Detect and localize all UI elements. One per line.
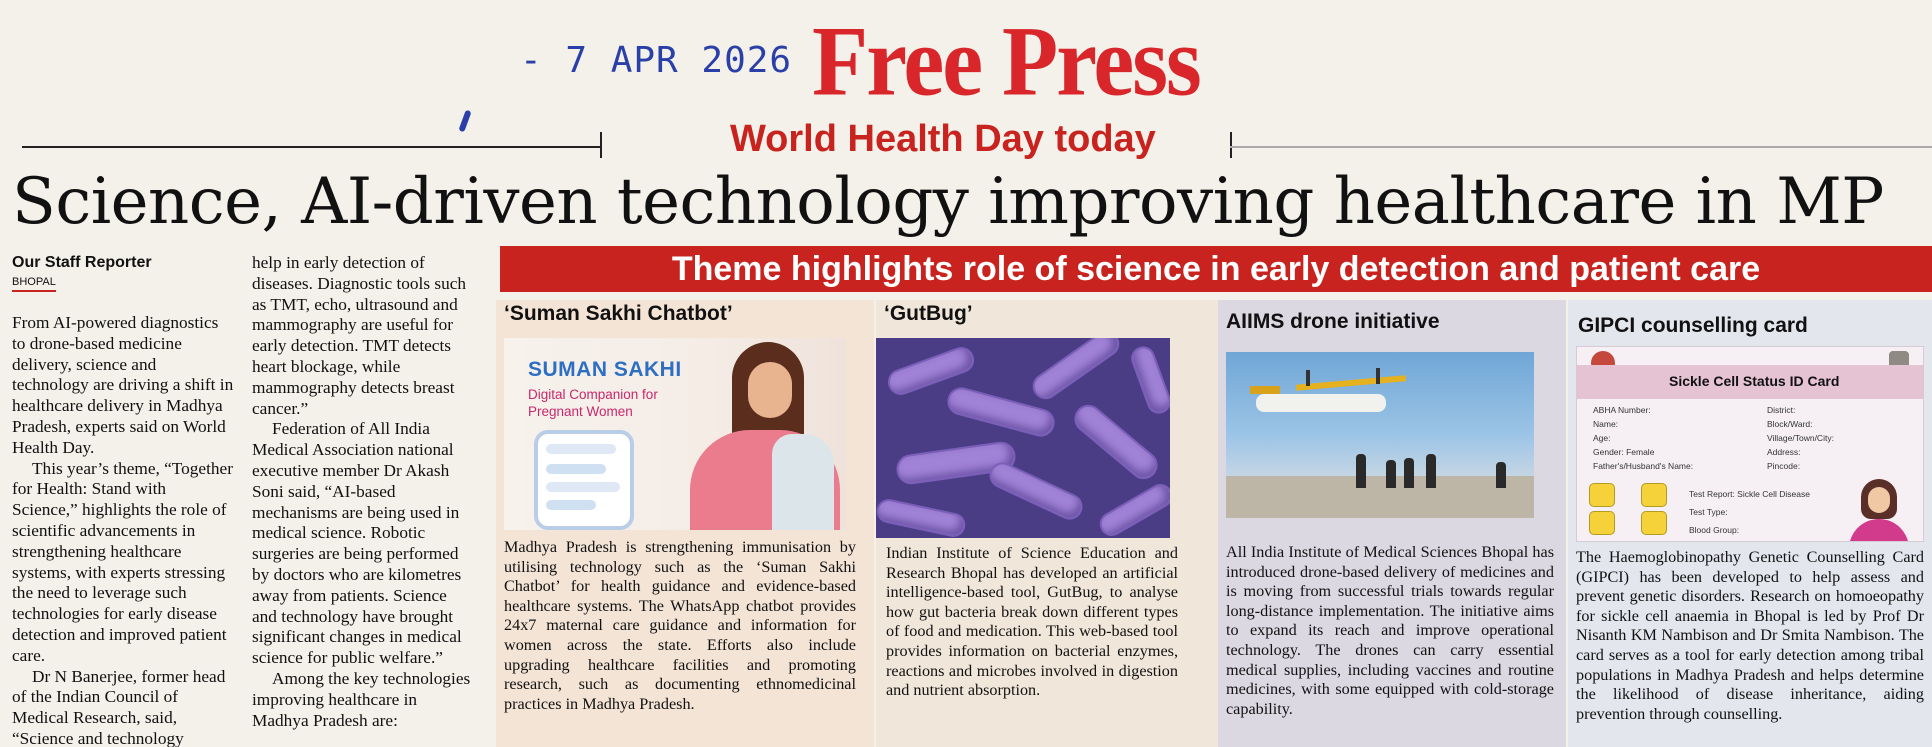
card-field: Gender: Female [1593,447,1655,457]
theme-banner [500,246,1932,292]
kicker-tick-left [600,132,602,158]
card-field: Blood Group: [1689,525,1740,535]
feature-box-aiims-drone [1218,300,1566,747]
card-field: Name: [1593,419,1619,429]
theme-banner-text: Theme highlights role of science in early detection and patient care [671,249,1761,288]
kicker: World Health Day today [730,118,1156,160]
card-field: Test Type: [1689,507,1728,517]
card-field: Pincode: [1767,461,1801,471]
kicker-rule-right [1230,146,1932,148]
card-field: Address: [1767,447,1801,457]
bacteria-microscope-image [876,338,1170,538]
masthead-logo: Free Press [812,6,1200,117]
paragraph: From AI-powered diagnostics to drone-based medicine delivery, science and technology are driving a shift in healthcare delivery in Madhya Pradesh, experts said on World Health Day. [12,313,234,457]
box-body: Indian Institute of Science Education and Research Bhopal has developed an artificial intelligence-based tool, GutBug, to analyse how gut bacteria break down different types of food and medication. This web-based tool provides information on bacterial enzymes, reactions and microbes involved in digestion and nutrient absorption. [886,544,1178,700]
kicker-rule-left [22,146,602,148]
image-title: SUMAN SAKHI [528,358,682,381]
avatar [1849,519,1909,542]
card-title: Sickle Cell Status ID Card [1669,373,1840,389]
paragraph: Dr N Banerjee, former head of the Indian Council of Medical Research, said, “Science and technology [12,666,226,747]
phone-icon [534,430,634,530]
box-body: All India Institute of Medical Sciences Bhopal has introduced drone-based delivery of medicines and is moving from successful trials towards regular long-distance implementation. The initiative aims to expand its reach and improve operational technology. The drones can carry essential medical supplies, including vaccines and routine medicines, with some equipped with cold-storage capability. [1226,543,1554,718]
card-field: Test Report: Sickle Cell Disease [1689,489,1810,499]
box-title: AIIMS drone initiative [1226,310,1440,333]
headline: Science, AI-driven technology improving healthcare in MP [12,165,1884,239]
card-field: District: [1767,405,1796,415]
suman-sakhi-image [504,338,846,530]
byline: Our Staff Reporter [12,254,152,271]
card-field: ABHA Number: [1593,405,1651,415]
card-field: Village/Town/City: [1767,433,1834,443]
box-body: Madhya Pradesh is strengthening immunisation by utilising technology such as the ‘Suman Sakhi Chatbot’ for health guidance and evidence-based healthcare systems. The WhatsApp chatbot provides 24x7 maternal care guidance and information for women across the state. Efforts also include upgrading healthcare facilities and promoting research, such as documenting ethnomedicinal practices in Madhya Pradesh. [504,538,856,713]
card-field: Age: [1593,433,1611,443]
drone-photo [1226,352,1534,518]
box-title: ‘Suman Sakhi Chatbot’ [504,302,733,325]
paragraph: This year’s theme, “Together for Health: Stand with Science,” highlights the role of scientific advancements in strengthening healthcare systems, with experts stressing the need to leverage such technologies for early disease detection and improved patient care. [12,458,233,665]
box-title: ‘GutBug’ [884,302,973,325]
stamp-date: - 7 APR 2026 [520,40,793,81]
article-column-1 [12,313,234,747]
sickle-cell-id-card-image [1576,346,1924,542]
drone-icon [1256,394,1386,412]
image-subtitle: Digital Companion for Pregnant Women [528,387,658,419]
box-title: GIPCI counselling card [1578,314,1808,337]
kicker-tick-right [1230,132,1232,158]
article-column-2 [252,253,474,731]
pen-mark [458,110,471,133]
dateline: BHOPAL [12,276,56,292]
feature-box-suman-sakhi [496,300,874,747]
paragraph: Among the key technologies improving healthcare in Madhya Pradesh are: [252,668,471,730]
paragraph: Federation of All India Medical Association national executive member Dr Akash Soni said, “AI-based mechanisms are being used in medical science. Robotic surgeries are being performed by doctors who are kilometres away from patients. Science and technology have brought significant changes in medical science for public welfare.” [252,419,462,668]
paragraph: help in early detection of diseases. Diagnostic tools such as TMT, echo, ultrasound and mammography are useful for early detection. TMT detects heart blockage, while mammography detects breast cancer.” [252,253,467,418]
card-field: Father's/Husband's Name: [1593,461,1694,471]
box-body: The Haemoglobinopathy Genetic Counselling Card (GIPCI) has been developed to help assess and prevent genetic disorders. Research on homoeopathy for sickle cell anaemia in Bhopal is led by Prof Dr Nisanth KM Nambison and Dr Smita Nambison. The card serves as a tool for early detection among tribal populations in Madhya Pradesh and helps determine the likelihood of disease inheritance, aiding prevention through counselling. [1576,548,1924,723]
feature-box-gutbug [876,300,1232,747]
feature-box-gipci-card [1568,300,1932,747]
card-field: Block/Ward: [1767,419,1813,429]
